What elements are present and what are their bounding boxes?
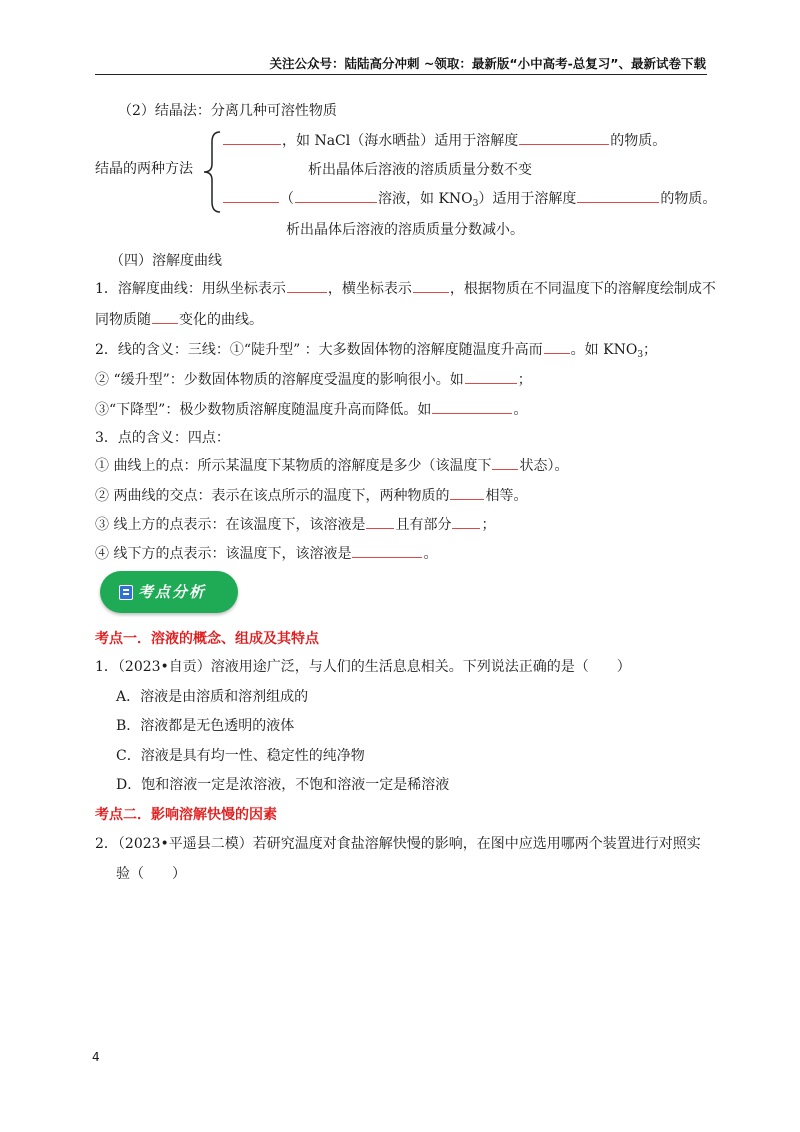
question-2-cont: 验（ ） bbox=[116, 866, 186, 882]
curve-p3: ② “缓升型”：少数固体物质的溶解度受温度的影响很小。如 ； bbox=[95, 372, 532, 388]
answer-blank[interactable] bbox=[519, 132, 609, 145]
curve-p1-cont: 同物质随 变化的曲线。 bbox=[95, 312, 263, 328]
curve-p5: 3．点的含义：四点： bbox=[95, 430, 230, 446]
crystal-methods-label: 结晶的两种方法 bbox=[95, 161, 193, 177]
answer-blank[interactable] bbox=[450, 487, 484, 500]
kaodian-1-heading: 考点一．溶液的概念、组成及其特点 bbox=[95, 631, 319, 647]
page-number: 4 bbox=[92, 1050, 100, 1064]
analysis-badge bbox=[100, 571, 238, 613]
answer-blank[interactable] bbox=[432, 401, 512, 414]
header-rule bbox=[95, 74, 707, 75]
crystal-heading: （2）结晶法：分离几种可溶性物质 bbox=[118, 103, 337, 119]
page-header: 关注公众号：陆陆高分冲刺 ~领取：最新版“小中高考-总复习”、最新试卷下载 bbox=[269, 56, 706, 71]
answer-blank[interactable] bbox=[152, 311, 178, 324]
curve-p6: ① 曲线上的点：所示某温度下某物质的溶解度是多少（该温度下 状态）。 bbox=[95, 458, 569, 474]
option-a[interactable]: A．溶液是由溶质和溶剂组成的 bbox=[116, 689, 309, 705]
curve-p8: ③ 线上方的点表示：在该温度下，该溶液是 且有部分 ； bbox=[95, 517, 496, 533]
question-2: 2．（2023•平遥县二模）若研究温度对食盐溶解快慢的影响，在图中应选用哪两个装置进行对照实 bbox=[95, 836, 701, 852]
crystal-line-1: ，如 NaCl（海水晒盐）适用于溶解度 的物质。 bbox=[222, 130, 666, 150]
answer-blank[interactable] bbox=[287, 280, 327, 293]
crystal-line-2: 析出晶体后溶液的溶质质量分数不变 bbox=[308, 162, 532, 178]
answer-blank[interactable] bbox=[452, 516, 480, 529]
answer-blank[interactable] bbox=[544, 341, 570, 354]
answer-blank[interactable] bbox=[295, 190, 377, 203]
option-d[interactable]: D．饱和溶液一定是浓溶液，不饱和溶液一定是稀溶液 bbox=[116, 777, 450, 793]
curly-brace-icon bbox=[200, 130, 224, 214]
option-b[interactable]: B．溶液都是无色透明的液体 bbox=[116, 718, 295, 734]
answer-blank[interactable] bbox=[352, 545, 422, 558]
answer-blank[interactable] bbox=[223, 190, 279, 203]
answer-blank[interactable] bbox=[577, 190, 659, 203]
answer-blank[interactable] bbox=[465, 371, 517, 384]
curve-p2: 2．线的含义：三线：①“陡升型” ：大多数固体物的溶解度随温度升高而 。如 $KNO_3$； bbox=[95, 342, 658, 360]
kaodian-2-heading: 考点二．影响溶解快慢的因素 bbox=[95, 807, 277, 823]
answer-blank[interactable] bbox=[223, 132, 281, 145]
crystal-line-4: 析出晶体后溶液的溶质质量分数减小。 bbox=[286, 222, 524, 238]
crystal-line-3: （ 溶液，如 $KNO_3$）适用于溶解度 的物质。 bbox=[222, 188, 716, 209]
notebook-icon bbox=[119, 585, 133, 600]
question-1: 1．（2023•自贡）溶液用途广泛，与人们的生活息息相关。下列说法正确的是（ ） bbox=[95, 659, 631, 675]
option-c[interactable]: C．溶液是具有均一性、稳定性的纯净物 bbox=[116, 748, 365, 764]
curve-p4: ③“下降型”：极少数物质溶解度随温度升高而降低。如 。 bbox=[95, 402, 528, 418]
badge-text: 考点分析 bbox=[138, 583, 207, 601]
answer-blank[interactable] bbox=[366, 516, 394, 529]
curve-p1: 1．溶解度曲线：用纵坐标表示 ，横坐标表示 ，根据物质在不同温度下的溶解度绘制成不 bbox=[95, 281, 716, 297]
answer-blank[interactable] bbox=[492, 457, 518, 470]
curve-p9: ④ 线下方的点表示：该温度下，该溶液是 。 bbox=[95, 546, 438, 562]
curve-heading: （四）溶解度曲线 bbox=[110, 253, 222, 269]
curve-p7: ② 两曲线的交点：表示在该点所示的温度下，两种物质的 相等。 bbox=[95, 488, 528, 504]
answer-blank[interactable] bbox=[413, 280, 449, 293]
